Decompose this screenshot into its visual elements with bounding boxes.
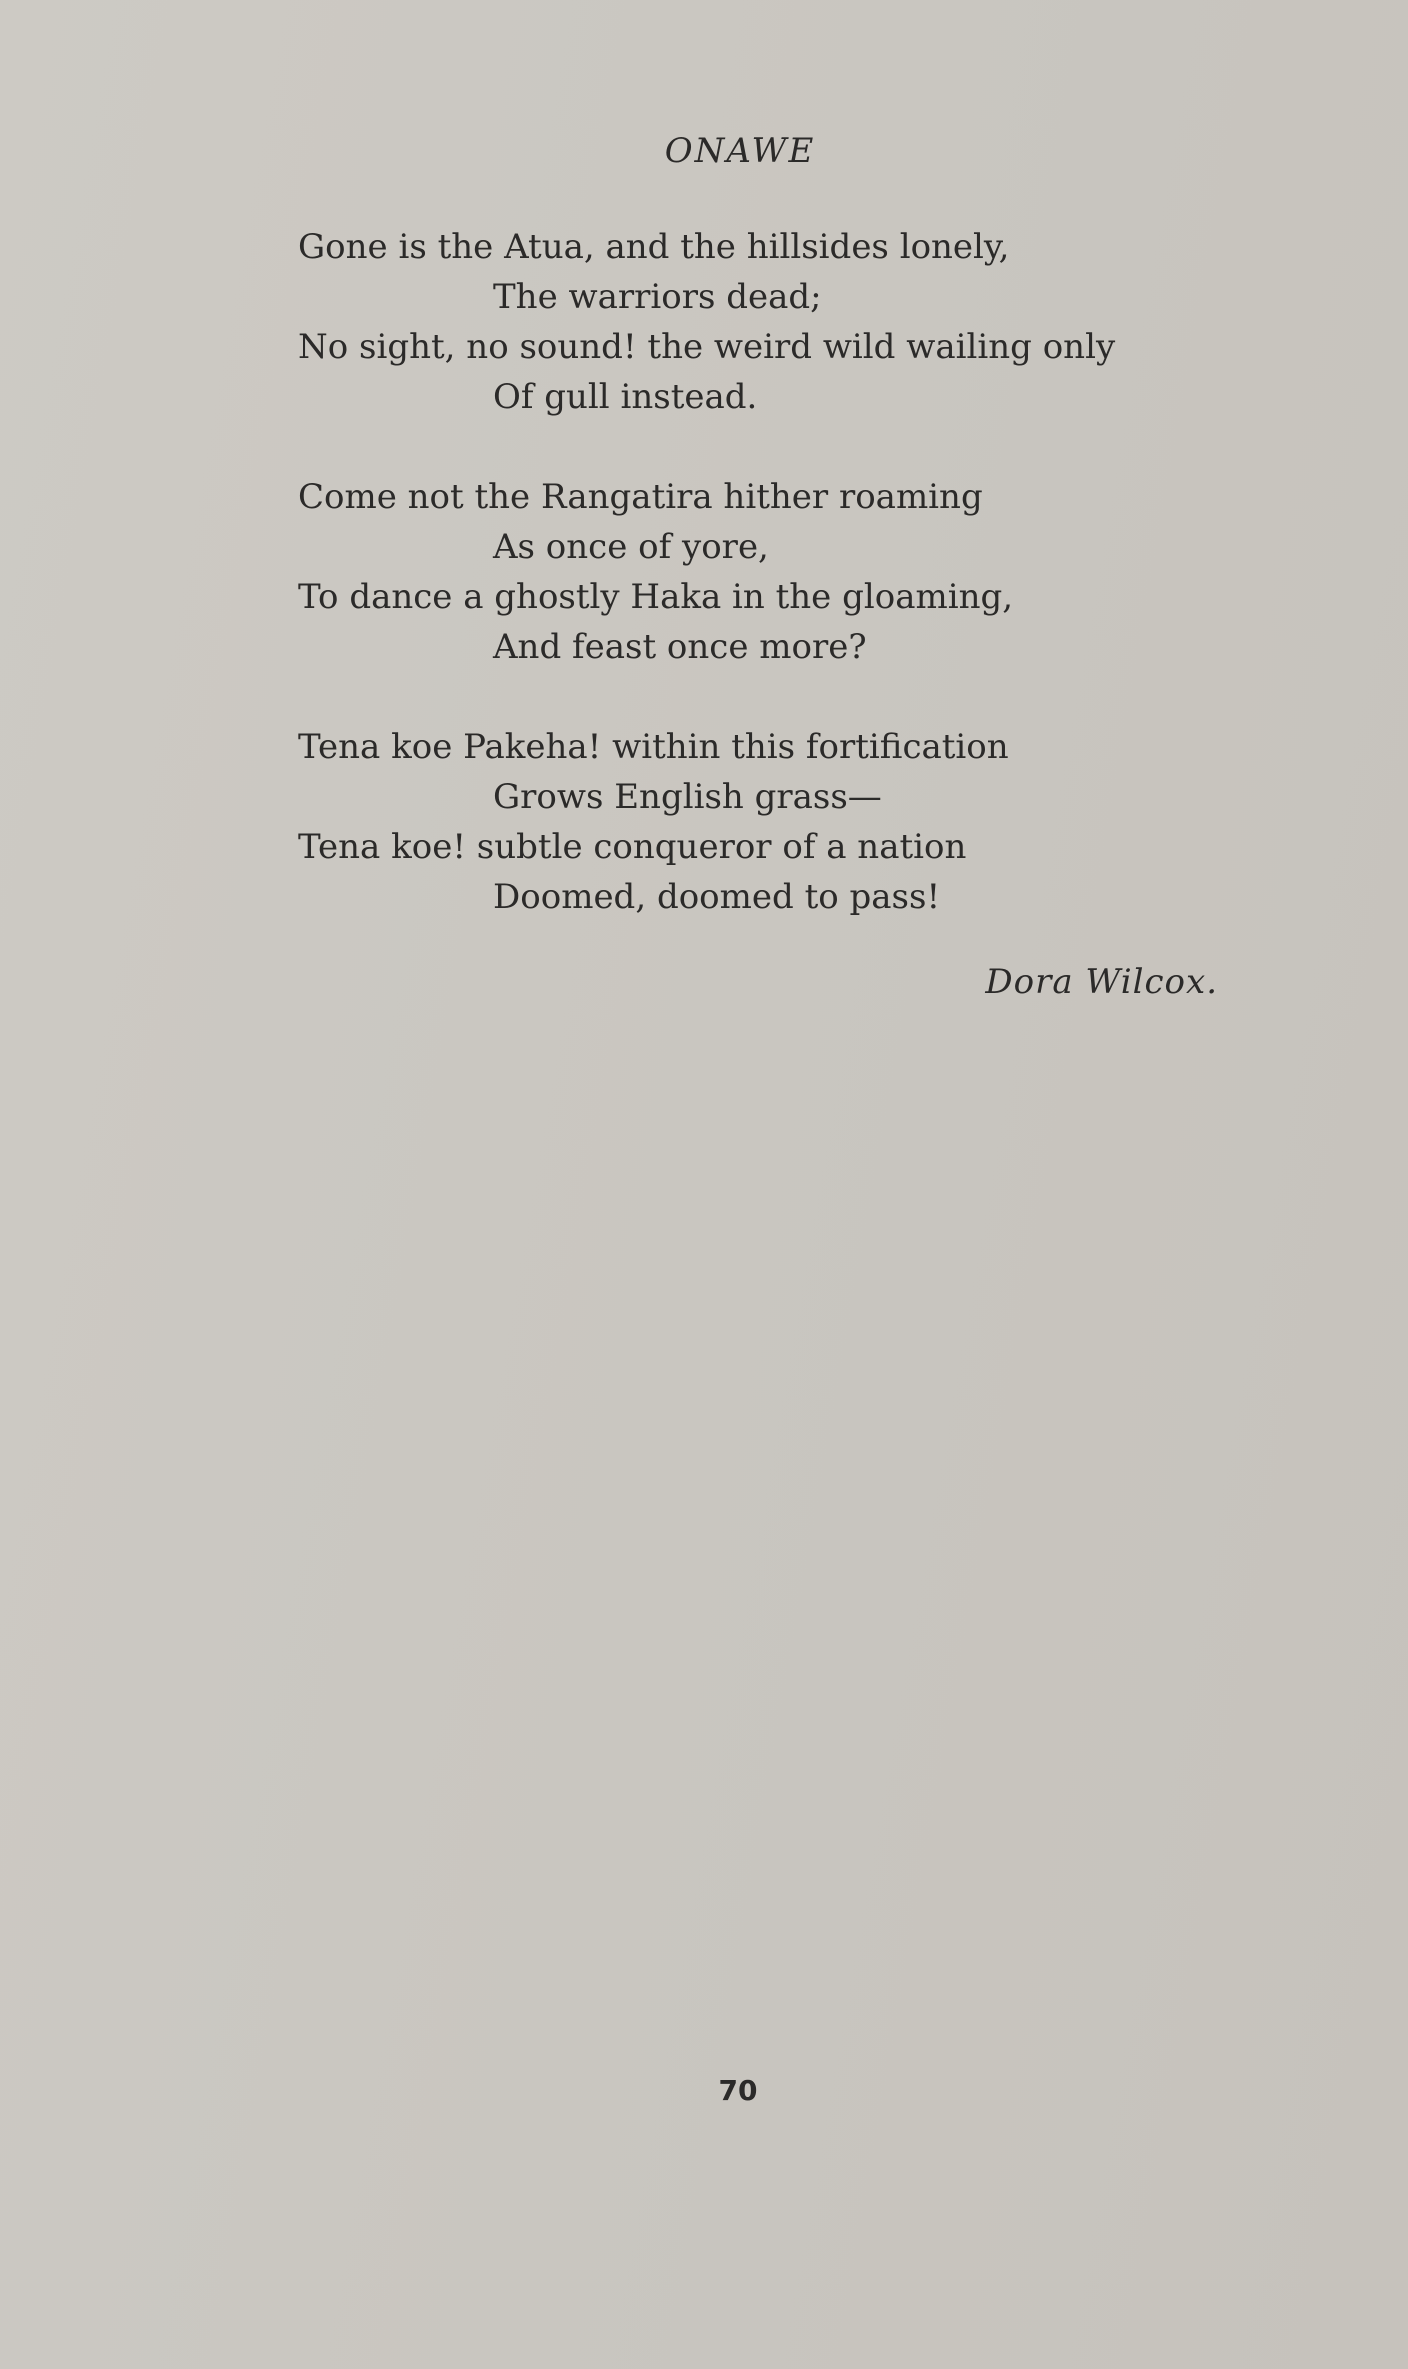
author-signature: Dora Wilcox. <box>985 962 1218 1002</box>
poem-line: Grows English grass— <box>493 777 882 817</box>
poem-line: Doomed, doomed to pass! <box>493 877 941 917</box>
stanza <box>298 472 1298 672</box>
stanza <box>298 722 1298 922</box>
poem-line: As once of yore, <box>493 527 769 567</box>
poem-line: Come not the Rangatira hither roaming <box>298 477 983 517</box>
poem-line: The warriors dead; <box>493 277 822 317</box>
poem-line: Of gull instead. <box>493 377 758 417</box>
poem-line: Tena koe Pakeha! within this fortification <box>298 727 1009 767</box>
poem <box>298 222 1298 972</box>
poem-line: And feast once more? <box>493 627 867 667</box>
stanza <box>298 222 1298 422</box>
poem-line: To dance a ghostly Haka in the gloaming, <box>298 577 1014 617</box>
poem-line: Tena koe! subtle conqueror of a nation <box>298 827 967 867</box>
poem-line: No sight, no sound! the weird wild wailing only <box>298 327 1116 367</box>
poem-line: Gone is the Atua, and the hillsides lonely, <box>298 227 1010 267</box>
page-number: 70 <box>718 2074 758 2107</box>
running-title: ONAWE <box>664 131 816 171</box>
